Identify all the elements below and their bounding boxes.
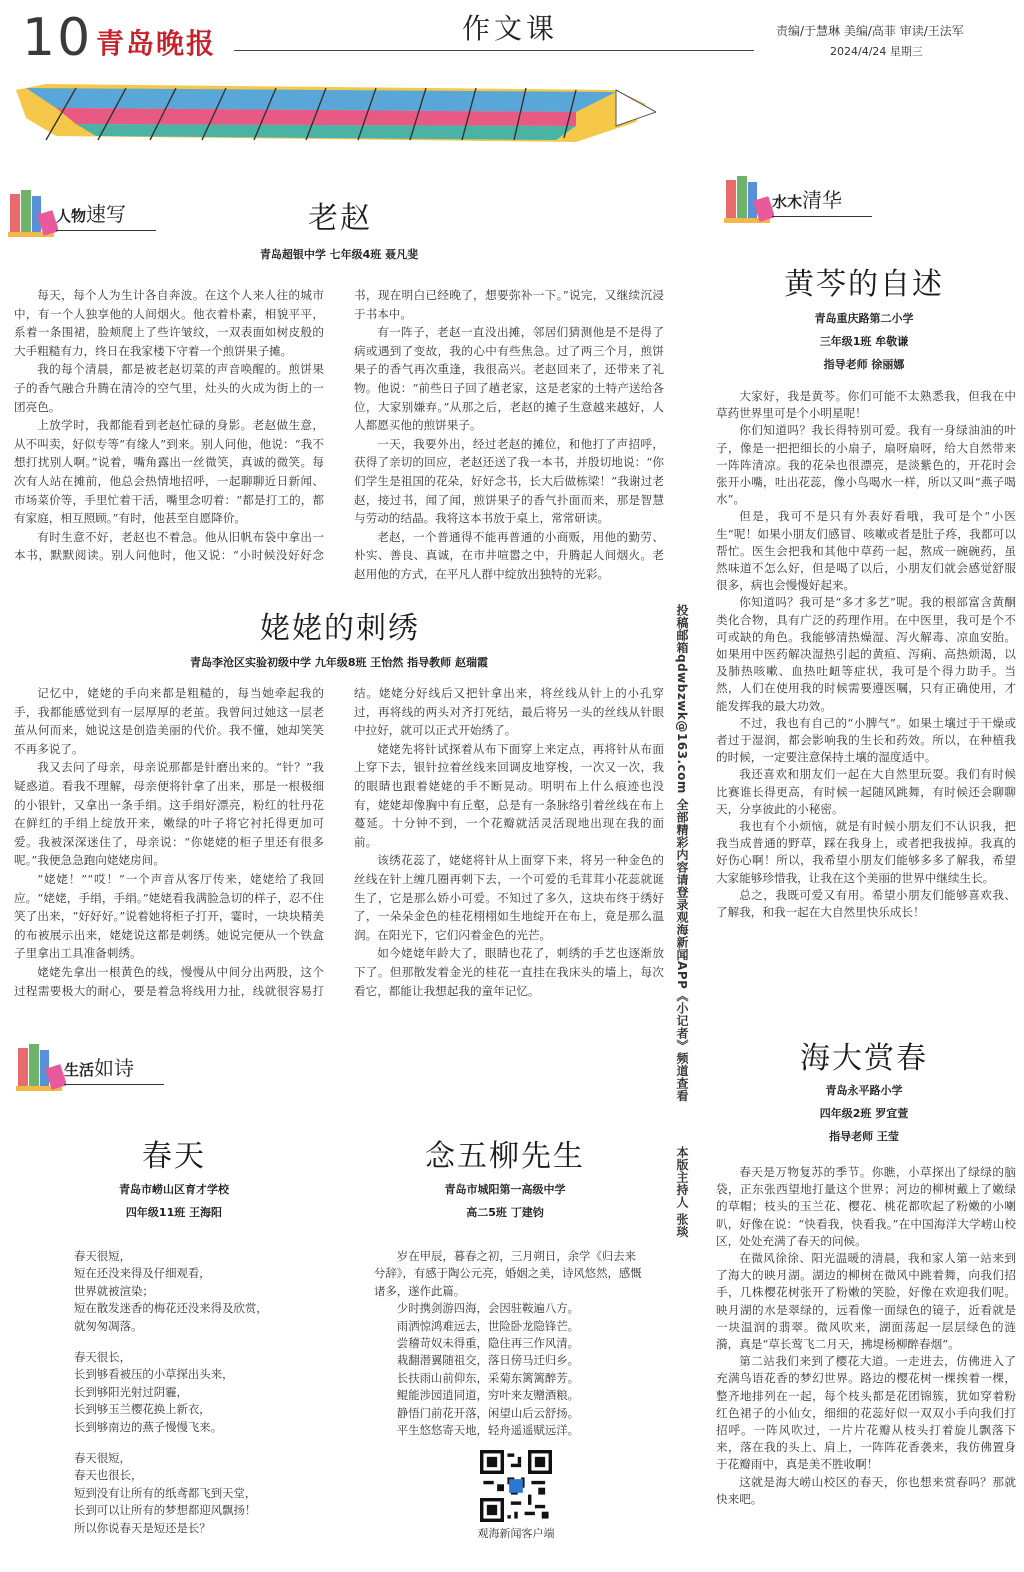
paragraph: “姥姥！”“哎！”一个声音从客厅传来，姥姥给了我回应。“姥姥，手绢，手绢。”姥姥看我满脸急切的样子，忍不住笑了出来，“好好好。”说着她将柜子打开，霎时，一块块精美的布被展示出来，姥姥说这都是刺绣。她说完便从一个铁盒子里拿出工具准备刺绣。 <box>14 871 324 961</box>
paragraph: 你知道吗？我可是“多才多艺”呢。我的根部富含黄酮类化合物，具有广泛的药理作用。在中医里，我可是个不可或缺的角色。我能够清热燥湿、泻火解毒、凉血安胎。如果用中医药解决湿热引起的黄疸、泻痢、高热烦渴，以及肺热咳嗽、血热吐衄等症状，我可是个得力助手。当然，人们在使用我的时候需要遵医嘱，只有正确使用，才能发挥我的最大功效。 <box>716 595 1016 713</box>
byline-huangqin-class: 三年级1班 牟敬谦 <box>819 335 909 348</box>
section-header-renwu <box>4 186 174 246</box>
paragraph: 我又去问了母亲，母亲说那都是针磨出来的。“针？”我疑惑道。看我不理解，母亲便将针拿了出来，那是一根极细的小银针，又拿出一条手绢。这手绢好漂亮，粉红的牡丹花在鲜红的手绢上绽放开来，嫩绿的叶子将它衬托得更加可爱。我被深深迷住了，母亲说：“你姥姥的柜子里还有很多呢。”我便急急跑向姥姥房间。 <box>14 760 324 868</box>
byline-haida-class: 四年级2班 罗宜萱 <box>819 1107 909 1120</box>
poem-body-wuliu <box>374 1248 642 1444</box>
poem-line: 短到没有让所有的纸鸢都飞到天堂， <box>74 1485 257 1500</box>
paragraph: 姥姥先拿出一根黄色的线，慢慢从中间分出两股，这个过程需要极大的耐心，要是着急将线用力扯，线就很容易打结。姥姥分好线后又把针拿出来，将丝线从针上的小孔穿过，再将线的两头对齐打死结，最后将另一头的丝线从针眼中拉好，就可以正式开始绣了。 <box>14 686 664 998</box>
poem-line: 世界就被渲染； <box>74 1283 154 1298</box>
poem-line: 就匆匆凋落。 <box>74 1318 143 1333</box>
books-icon <box>4 186 58 240</box>
poem-preface: 岁在甲辰，暮春之初，三月朔日，余学《归去来兮辞》，有感于陶公元亮，婚姻之美，诗风悠然，感慨诸多，遂作此篇。 <box>374 1249 642 1298</box>
poem-line: 长扶雨山前仰东，采菊东篱篱醉芳。 <box>396 1370 580 1385</box>
paragraph: 我也有个小烦恼，就是有时候小朋友们不认识我，把我当成普通的野草，踩在我身上，或者把我拔掉。我真的好伤心啊！所以，我希望小朋友们能够多多了解我，希望大家能够珍惜我，让我在这个美丽的世界中继续生长。 <box>716 819 1016 885</box>
poem-line: 长到可以让所有的梦想都迎风飘扬！ <box>74 1503 257 1518</box>
paragraph: 在微风徐徐、阳光温暖的清晨，我和家人第一站来到了海大的映月湖。湖边的柳树在微风中跳着舞，向我们招手，几株樱花树张开了粉嫩的笑脸，好像在欢迎我们呢。映月湖的水是翠绿的，远看像一面绿色的镜子，近看就是一块温润的翡翠。微风吹来，湖面荡起一层层绿色的涟漪，真是“草长莺飞二月天，拂堤杨柳醉春烟”。 <box>716 1251 1016 1352</box>
books-icon <box>720 172 774 226</box>
paragraph: 该绣花蕊了，姥姥将针从上面穿下来，将另一种金色的丝线在针上缠几圈再刺下去，一个可爱的毛茸茸小花蕊就诞生了，它是那么娇小可爱。不知过了多久，这块布终于绣好了，一朵朵金色的桂花栩栩如生地绽开在布上，竟是那么温润。在阳光下，它们闪着金色的光芒。 <box>354 853 664 942</box>
paragraph: 如今姥姥年龄大了，眼睛也花了，刺绣的手艺也逐渐放下了。但那散发着金光的桂花一直挂在我床头的墙上，每次看它，都能让我想起我的童年记忆。 <box>354 946 664 998</box>
byline-wuliu-school: 青岛市城阳第一高级中学 <box>444 1183 566 1196</box>
paragraph: 有一阵子，老赵一直没出摊，邻居们猜测他是不是得了病或遇到了变故，我的心中有些焦急。过了两三个月，煎饼果子的香气再次重逢，我很高兴。老赵回来了，还带来了礼物。他说：“前些日子回了趟老家，这是老家的土特产送给各位，大家别嫌弃。”从那之后，老赵的摊子生意越来越好，人人都愿买他的煎饼果子。 <box>354 325 664 433</box>
poem-title-wuliu: 念五柳先生 <box>425 1139 585 1174</box>
page-section-title: 作文课 <box>461 12 558 45</box>
poem-line: 平生悠悠寄天地，轻舟遥遥赋远洋。 <box>396 1423 580 1438</box>
poem-line: 短在散发迷香的梅花还没来得及欣赏， <box>74 1301 268 1316</box>
host-credit: 本版主持人 张琰 <box>675 1146 689 1239</box>
poem-line: 所以你说春天是短还是长？ <box>74 1520 211 1535</box>
article-title-laozhao: 老赵 <box>308 201 372 236</box>
paragraph: 大家好，我是黄芩。你们可能不太熟悉我，但我在中草药世界里可是个小明星呢！ <box>716 389 1016 421</box>
poem-line: 尝稽苛奴未得重，隐住再三作风清。 <box>396 1336 580 1351</box>
submission-notice: 投稿邮箱qdwbzwk@163.com 全部精彩内容请登录观海新闻APP《小记者》频道查看 <box>675 604 689 1102</box>
paragraph: 上放学时，我都能看到老赵忙碌的身影。老赵做生意，从不叫卖，好似专等“有缘人”到来。别人问他，他说：“我不想打扰别人啊。”说着，嘴角露出一丝微笑，真诚的微笑。每次有人站在摊前，他总会热情地招呼，一起聊聊近日新闻、市场菜价等，手里忙着干活，嘴里念叨着：“都是打工的，都有家庭，相互照顾。”有时，他甚至自愿降价。 <box>14 418 324 526</box>
poem-line: 雨洒惊鸿难远去，世险卧龙隐锋芒。 <box>396 1318 580 1333</box>
poem-line: 春天很短， <box>74 1249 131 1263</box>
article-body-huangqin <box>716 388 1016 990</box>
byline-chuntian-class: 四年级11班 王海阳 <box>125 1206 223 1219</box>
article-title-haida: 海大赏春 <box>800 1041 928 1076</box>
byline-haida-school: 青岛永平路小学 <box>825 1084 903 1097</box>
section-label: 水木清华 <box>772 188 843 212</box>
paragraph: 我还喜欢和朋友们一起在大自然里玩耍。我们有时候比赛谁长得更高，有时候一起随风跳舞，有时候还会聊聊天，分享彼此的小秘密。 <box>716 767 1016 816</box>
section-header-shuimu <box>720 172 890 232</box>
paragraph: 我的每个清晨，都是被老赵切菜的声音唤醒的。煎饼果子的香气融合升腾在清冷的空气里，灶头的火成为街上的一团亮色。 <box>14 362 324 414</box>
newspaper-logo: 青岛晚报 <box>96 27 217 60</box>
header-rule <box>234 50 754 51</box>
section-label: 生活如诗 <box>64 1056 135 1080</box>
section-label: 人物速写 <box>56 202 127 226</box>
byline-laozhao: 青岛超银中学 七年级4班 聂凡斐 <box>259 248 419 261</box>
poem-line: 少时携剑游四海，会因驻鞍遍八方。 <box>396 1301 580 1316</box>
poem-line: 短在还没来得及仔细观看， <box>74 1266 211 1281</box>
poem-line: 长到够南边的燕子慢慢飞来。 <box>74 1419 223 1434</box>
paragraph: 不过，我也有自己的“小脾气”。如果土壤过于干燥或者过于湿润，都会影响我的生长和药效。所以，在种植我的时候，一定要注意保持土壤的湿度适中。 <box>716 715 1016 765</box>
pencil-banner-illustration <box>16 82 656 146</box>
paragraph: 你们知道吗？我长得特别可爱。我有一身绿油油的叶子，像是一把把细长的小扇子，扇呀扇呀，给大自然带来一阵阵清凉。我的花朵也很漂亮，是淡紫色的，开花时会张开小嘴，吐出花蕊，像小鸟喝水一样，所以又叫“燕子喝水”。 <box>716 423 1016 507</box>
poem-line: 春天也很长， <box>74 1468 143 1483</box>
paragraph: 每天，每个人为生计各自奔波。在这个人来人往的城市中，有一个人独享他的人间烟火。他衣着朴素，相貌平平，系着一条围裙，脸颊爬上了些许皱纹，一双表面如树皮般的大手粗糙有力，终日在我家楼下守着一个煎饼果子摊。 <box>14 288 324 358</box>
paragraph: 春天是万物复苏的季节。你瞧，小草探出了绿绿的脑袋，正东张西望地打量这个世界；河边的柳树戴上了嫩绿的草帽；枝头的玉兰花、樱花、桃花都吹起了粉嫩的小喇叭，好像在说：“快看我，快看我。”在中国海洋大学崂山校区，处处充满了春天的问候。 <box>716 1165 1016 1248</box>
poem-line: 静悟门前花开落，闲望山后云舒扬。 <box>396 1405 580 1420</box>
issue-date: 2024/4/24 星期三 <box>830 45 923 58</box>
article-title-huangqin: 黄芩的自述 <box>784 267 944 302</box>
poem-line: 长到够阳光射过阴霾， <box>74 1384 188 1399</box>
paragraph: 记忆中，姥姥的手向来都是粗糙的，每当她牵起我的手，我都能感觉到有一层厚厚的老茧。我曾问过她这一层老茧从何而来，她说这是创造美丽的代价。我不懂，她却笑笑不再多说了。 <box>14 686 324 756</box>
poem-line: 长到够看被压的小草探出头来， <box>74 1367 234 1382</box>
byline-chuntian-school: 青岛市崂山区育才学校 <box>119 1183 229 1196</box>
byline-huangqin-school: 青岛重庆路第二小学 <box>814 312 914 325</box>
byline-wuliu-class: 高二5班 丁建钧 <box>466 1206 544 1219</box>
byline-haida-teacher: 指导老师 王莹 <box>829 1130 899 1143</box>
paragraph: 老赵，一个普通得不能再普通的小商贩，用他的勤劳、朴实、善良、真诚，在市井喧嚣之中，升腾起人间烟火。老赵用他的方式，在平凡人群中绽放出独特的光彩。 <box>354 529 664 581</box>
paragraph: 总之，我既可爱又有用。希望小朋友们能够喜欢我、了解我，和我一起在大自然里快乐成长！ <box>716 887 1016 920</box>
paragraph: 姥姥先将针试探着从布下面穿上来定点，再将针从布面上穿下去，银针拉着丝线来回调皮地穿梭，一次又一次，我的眼睛也跟着姥姥的手不断晃动。明明布上什么痕迹也没有，姥姥却像胸中有丘壑，总是有一条脉络引着丝线在布上蔓延。十分钟不到，一个花瓣就活灵活现地出现在我的面前。 <box>354 741 664 849</box>
byline-huangqin-teacher: 指导老师 徐丽娜 <box>823 358 905 371</box>
paragraph: 但是，我可不是只有外表好看哦，我可是个“小医生”呢！如果小朋友们感冒、咳嗽或者是肚子疼，我都可以帮忙。医生会把我和其他中草药一起，熬成一碗碗药，虽然味道不怎么好，但是喝了以后，小朋友们就会感觉舒服很多，病也会慢慢好起来。 <box>716 509 1016 593</box>
poem-line: 春天很长， <box>74 1350 131 1365</box>
poem-body-chuntian <box>74 1248 374 1564</box>
poem-line: 长到够玉兰樱花换上新衣， <box>74 1402 211 1417</box>
paragraph: 有时生意不好，老赵也不着急。他从旧帆布袋中拿出一本书，默默阅读。别人问他时，他又说：“小时候没好好念书，现在明白已经晚了，想要弥补一下。”说完，又继续沉浸于书本中。 <box>14 288 664 563</box>
article-body-cixiu <box>14 684 664 1016</box>
books-icon <box>12 1040 66 1094</box>
poem-title-chuntian: 春天 <box>142 1139 206 1174</box>
byline-cixiu: 青岛李沧区实验初级中学 九年级8班 王怡然 指导教师 赵瑞霞 <box>190 656 488 669</box>
section-header-shenghuo <box>12 1040 182 1100</box>
poem-line: 鲲能涉园逍同道，穷叶来友赠酒粮。 <box>396 1388 580 1403</box>
paragraph: 这就是海大崂山校区的春天，你也想来赏春吗？那就快来吧。 <box>716 1474 1016 1506</box>
article-body-laozhao <box>14 286 664 602</box>
page-number: 10 <box>22 8 93 68</box>
article-body-haida <box>716 1164 1016 1566</box>
qr-code[interactable] <box>480 1450 552 1522</box>
paragraph: 第二站我们来到了樱花大道。一走进去，仿佛进入了充满鸟语花香的梦幻世界。路边的樱花树一棵挨着一棵，整齐地排列在一起，每个枝头都是花团锦簇，犹如穿着粉红色裙子的小仙女，细细的花蕊好似一双双小手向我们打招呼。一阵风吹过，一片片花瓣从枝头打着旋儿飘落下来，落在我的头上、肩上，一阵阵花香袭来，我仿佛置身于花瓣雨中，真是美不胜收啊！ <box>716 1354 1016 1472</box>
poem-line: 栽翻潜翼随祖交，落日傍马迁归乡。 <box>396 1353 580 1368</box>
poem-line: 春天很短， <box>74 1451 131 1466</box>
paragraph: 一天，我要外出，经过老赵的摊位，和他打了声招呼，获得了亲切的回应，老赵还送了我一本书，并殷切地说：“你们学生是祖国的花朵，好好念书，长大后做栋梁！”我谢过老赵，接过书，闻了闻，煎饼果子的香气扑面而来，那是智慧与劳动的结晶。我将这本书放于桌上，常常研读。 <box>354 436 664 526</box>
qr-caption: 观海新闻客户端 <box>477 1527 555 1540</box>
article-title-cixiu: 姥姥的刺绣 <box>260 611 420 646</box>
editor-credits: 责编/于慧琳 美编/高菲 审读/王法军 <box>776 24 964 38</box>
